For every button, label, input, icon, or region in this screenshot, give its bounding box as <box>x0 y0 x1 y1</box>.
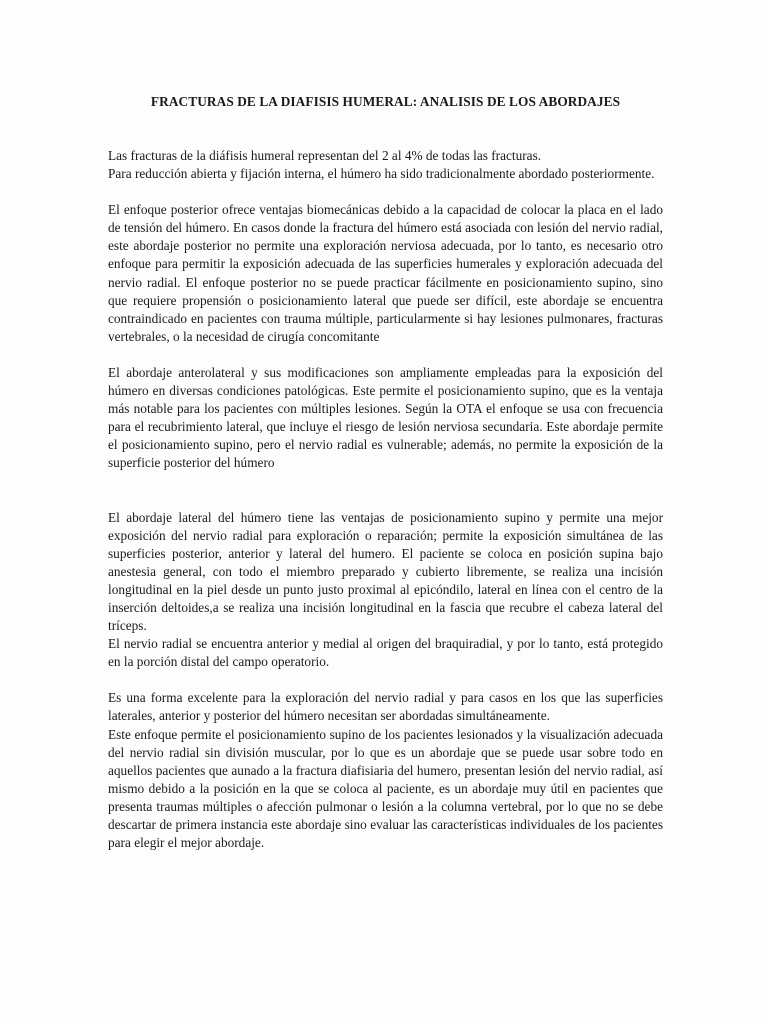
paragraph-spacer <box>108 473 663 509</box>
paragraph-reduction: Para reducción abierta y fijación interna, el húmero ha sido tradicionalmente abordado posteriormente. <box>108 166 655 182</box>
paragraph-anterolateral-approach: El abordaje anterolateral y sus modificaciones son ampliamente empleadas para la exposición del húmero en diversas condiciones patológicas. Este permite el posicionamiento supino, que es la ventaja más notable para los pacientes con múltiples lesiones. Según la OTA el enfoque se usa con frecuencia para el recubrimiento lateral, que incluye el riesgo de lesión nerviosa secundaria. Este abordaje permite el posicionamiento supino, pero el nervio radial es vulnerable; además, no permite la exposición de la superficie posterior del húmero <box>108 364 663 471</box>
paragraph-exploration: Es una forma excelente para la exploración del nervio radial y para casos en los que las superficies laterales, anterior y posterior del húmero necesitan ser abordadas simultáneamente. <box>108 690 663 724</box>
document-body <box>108 147 663 852</box>
paragraph-intro: Las fracturas de la diáfisis humeral representan del 2 al 4% de todas las fracturas. <box>108 148 542 163</box>
paragraph-spacer <box>108 183 663 201</box>
paragraph-posterior-approach: El enfoque posterior ofrece ventajas biomecánicas debido a la capacidad de colocar la placa en el lado de tensión del húmero. En casos donde la fractura del húmero está asociada con lesión del nervio radial, este abordaje posterior no permite una exploración nerviosa adecuada, por lo tanto, es necesario otro enfoque para permitir la exposición adecuada de las superficies humerales y exploración adecuada del nervio radial. El enfoque posterior no se puede practicar fácilmente en posicionamiento supino, sino que requiere propensión o posicionamiento lateral que puede ser difícil, este abordaje se encuentra contraindicado en pacientes con trauma múltiple, particularmente si hay lesiones pulmonares, fracturas vertebrales, o la necesidad de cirugía concomitante <box>108 202 663 344</box>
paragraph-spacer <box>108 346 663 364</box>
paragraph-conclusion: Este enfoque permite el posicionamiento supino de los pacientes lesionados y la visualización adecuada del nervio radial sin división muscular, por lo que es un abordaje que se puede usar sobre todo en aquellos pacientes que aunado a la fractura diafisiaria del humero, presentan lesión del nervio radial, así mismo debido a la posición en la que se coloca al paciente, es un abordaje muy útil en pacientes que presenta traumas múltiples o afección pulmonar o lesión a la columna vertebral, por lo que no se debe descartar de primera instancia este abordaje sino evaluar las características individuales de los pacientes para elegir el mejor abordaje. <box>108 726 663 851</box>
document-title: FRACTURAS DE LA DIAFISIS HUMERAL: ANALISIS DE LOS ABORDAJES <box>150 94 621 109</box>
paragraph-spacer <box>108 671 663 689</box>
paragraph-radial-nerve: El nervio radial se encuentra anterior y medial al origen del braquiradial, y por lo tanto, está protegido en la porción distal del campo operatorio. <box>108 636 663 670</box>
paragraph-lateral-approach: El abordaje lateral del húmero tiene las ventajas de posicionamiento supino y permite una mejor exposición del nervio radial para exploración o reparación; permite la exposición simultánea de las superficies posterior, anterior y lateral del humero. El paciente se coloca en posición supina bajo anestesia general, con todo el miembro preparado y cubierto libremente, se realiza una incisión longitudinal en la piel desde un punto justo proximal al epicóndilo, lateral en línea con el centro de la inserción deltoides,a se realiza una incisión longitudinal en la fascia que recubre el cabeza lateral del tríceps. <box>108 509 663 634</box>
